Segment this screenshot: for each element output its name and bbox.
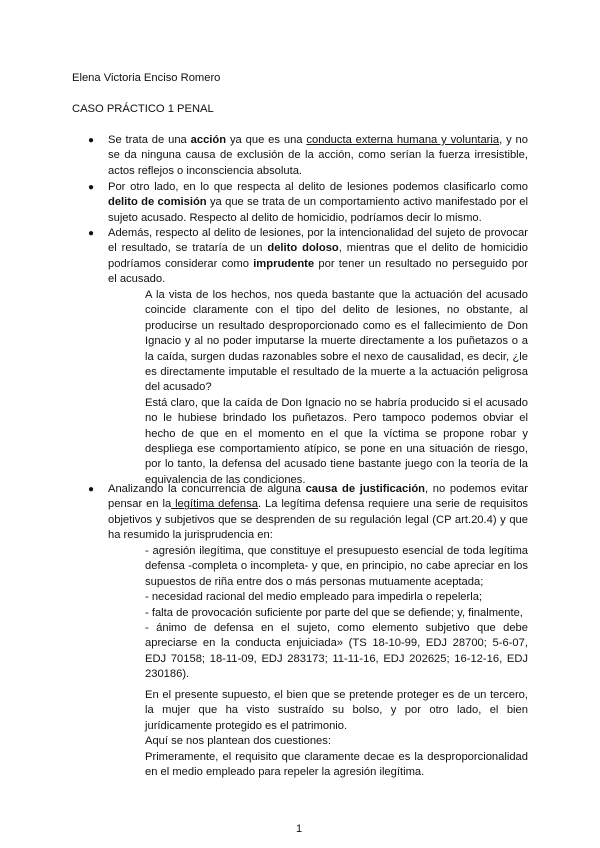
list-item: - falta de provocación suficiente por parte del que se defiende; y, finalmente, bbox=[145, 606, 523, 619]
page-number: 1 bbox=[296, 823, 303, 835]
paragraph-dolo: Además, respecto al delito de lesiones, por la intencionalidad del sujeto de provocar el resultado, se trataría de un delito doloso, mientras que el delito de homicidio podríamos considerar como imprudente por tener un resultado no perseguido por el acusado. bbox=[108, 227, 528, 286]
analysis-paragraph: Primeramente, el requisito que claramente decae es la desproporcionalidad en el medio empleado para repeler la agresión ilegítima. bbox=[145, 750, 528, 779]
analysis-paragraph: Está claro, que la caída de Don Ignacio no se habría producido si el acusado no le hubiese brindado los puñetazos. Pero tampoco podemos obviar el hecho de que en el momento en el que la víctima se propone robar y despliega ese comportamiento atípico, se pone en una situación de riesgo, por lo tanto, la defensa del acusado tiene bastante juego con la teoría de la equivalencia de las condiciones. bbox=[145, 396, 528, 486]
analysis-paragraph: Aquí se nos plantean dos cuestiones: bbox=[145, 735, 331, 748]
list-item: - agresión ilegítima, que constituye el presupuesto esencial de toda legítima defensa -completa o incompleta- y que, en principio, no cabe apreciar en los supuestos de riña entre dos o más personas mutuamente aceptada; bbox=[145, 545, 528, 588]
bullet-icon: ● bbox=[88, 135, 95, 146]
paragraph-legitima-defensa: Analizando la concurrencia de alguna causa de justificación, no podemos evitar pensar en la legítima defensa. La legítima defensa requiere una serie de requisitos objetivos y subjetivos que se desprenden de su regulación legal (CP art.20.4) y que ha resumido la jurisprudencia en: bbox=[108, 483, 529, 542]
document-title: CASO PRÁCTICO 1 PENAL bbox=[72, 103, 214, 115]
bullet-icon: ● bbox=[88, 484, 95, 495]
analysis-causalidad bbox=[145, 288, 528, 488]
analysis-supuesto bbox=[145, 688, 528, 780]
bullet-icon: ● bbox=[88, 228, 95, 239]
list-item: - necesidad racional del medio empleado para impedirla o repelerla; bbox=[145, 591, 483, 604]
author-name: Elena Victoria Enciso Romero bbox=[72, 72, 221, 84]
requisitos-list bbox=[145, 544, 528, 683]
analysis-paragraph: En el presente supuesto, el bien que se pretende proteger es de un tercero, la mujer que ha visto sustraído su bolso, y por otro lado, el bien jurídicamente protegido es el patrimonio. bbox=[145, 689, 528, 732]
bullet-icon: ● bbox=[88, 182, 95, 193]
paragraph-comision: Por otro lado, en lo que respecta al delito de lesiones podemos clasificarlo como delito de comisión ya que se trata de un comportamiento activo manifestado por el sujeto acusado. Respecto al delito de homicidio, podríamos decir lo mismo. bbox=[108, 181, 528, 224]
analysis-paragraph: A la vista de los hechos, nos queda bastante que la actuación del acusado coincide claramente con el tipo del delito de lesiones, no obstante, al producirse un resultado desproporcionado como es el fallecimiento de Don Ignacio y al no poder imputarse la muerte directamente a los puñetazos o a la caída, surgen dudas razonables sobre el nexo de causalidad, es decir, ¿le es directamente imputable el resultado de la muerte a la actuación peligrosa del acusado? bbox=[145, 289, 528, 394]
paragraph-accion: Se trata de una acción ya que es una conducta externa humana y voluntaria, y no se da ninguna causa de exclusión de la acción, como serían la fuerza irresistible, actos reflejos o inconsciencia absoluta. bbox=[108, 134, 528, 177]
list-item: - ánimo de defensa en el sujeto, como elemento subjetivo que debe apreciarse en la conducta enjuiciada» (TS 18-10-99, EDJ 28700; 5-6-07, EDJ 70158; 18-11-09, EDJ 283173; 11-11-16, EDJ 202625; 16-12-16, EDJ 230186). bbox=[145, 622, 528, 681]
